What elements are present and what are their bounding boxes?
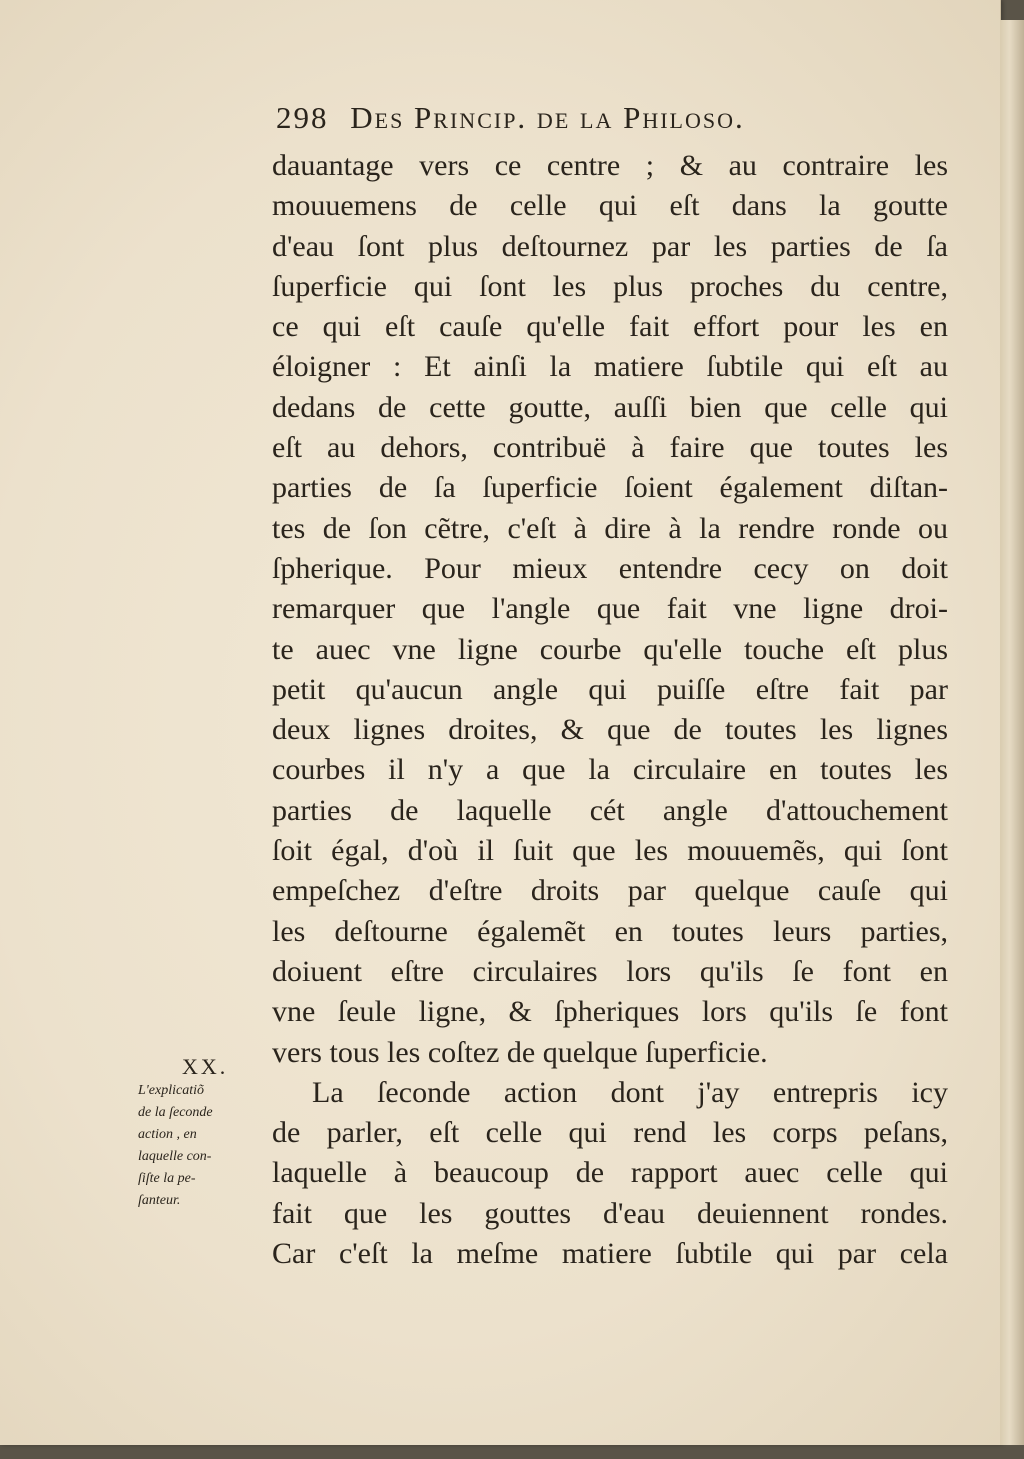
text-line: eſt au dehors, contribuë à faire que toutes les bbox=[272, 431, 948, 465]
text-line: remarquer que l'angle que fait vne ligne droi- bbox=[272, 592, 948, 626]
margin-note-line: action , en bbox=[138, 1127, 197, 1142]
paragraph-start-line: La ſeconde action dont j'ay entrepris icy bbox=[312, 1075, 948, 1109]
text-line: d'eau ſont plus deſtournez par les parties de ſa bbox=[272, 229, 948, 263]
text-line: éloigner : Et ainſi la matiere ſubtile qui eſt au bbox=[272, 350, 948, 384]
text-line: tes de ſon cẽtre, c'eſt à dire à la rendre ronde ou bbox=[272, 511, 948, 545]
margin-note-line: de la ſeconde bbox=[138, 1105, 213, 1120]
book-page-edge bbox=[1000, 20, 1024, 1445]
margin-section-number: XX. bbox=[182, 1054, 229, 1079]
text-line: ce qui eſt cauſe qu'elle fait effort pour les en bbox=[272, 310, 948, 344]
paragraph-end-line: vers tous les coſtez de quelque ſuperficie. bbox=[272, 1035, 768, 1069]
running-head bbox=[276, 100, 946, 144]
margin-note-line: ſanteur. bbox=[138, 1193, 181, 1208]
text-line: ſpherique. Pour mieux entendre cecy on doit bbox=[272, 551, 948, 585]
body-text bbox=[272, 146, 948, 1274]
text-line: de parler, eſt celle qui rend les corps peſans, bbox=[272, 1116, 948, 1150]
page-number: 298 bbox=[276, 100, 329, 135]
margin-note-line: laquelle con- bbox=[138, 1149, 212, 1164]
text-line: ſoit égal, d'où il ſuit que les mouuemẽs, qui ſont bbox=[272, 834, 948, 868]
running-head-title: Des Princip. de la Philoso. bbox=[350, 100, 745, 135]
text-line: dauantage vers ce centre ; & au contraire les bbox=[272, 149, 948, 182]
text-line: les deſtourne égalemẽt en toutes leurs parties, bbox=[272, 914, 948, 948]
text-line: dedans de cette goutte, auſſi bien que celle qui bbox=[272, 390, 948, 424]
text-line: petit qu'aucun angle qui puiſſe eſtre fait par bbox=[272, 672, 948, 706]
margin-note-line: L'explicatiõ bbox=[138, 1083, 204, 1098]
margin-note-line: ſiſte la pe- bbox=[138, 1171, 196, 1186]
text-line: ſuperficie qui ſont les plus proches du centre, bbox=[272, 269, 948, 303]
text-line: Car c'eſt la meſme matiere ſubtile qui par cela bbox=[272, 1237, 948, 1271]
text-line: parties de laquelle cét angle d'attouchement bbox=[272, 793, 948, 827]
margin-note bbox=[138, 1080, 258, 1212]
text-line: empeſchez d'eſtre droits par quelque cauſe qui bbox=[272, 874, 948, 908]
text-line: courbes il n'y a que la circulaire en toutes les bbox=[272, 753, 948, 787]
text-line: deux lignes droites, & que de toutes les lignes bbox=[272, 713, 948, 747]
text-line: vne ſeule ligne, & ſpheriques lors qu'ils ſe font bbox=[272, 995, 948, 1029]
text-line: doiuent eſtre circulaires lors qu'ils ſe font en bbox=[272, 954, 948, 988]
text-line: parties de ſa ſuperficie ſoient également diſtan- bbox=[272, 471, 948, 505]
text-line: fait que les gouttes d'eau deuiennent rondes. bbox=[272, 1196, 948, 1230]
text-line: mouuemens de celle qui eſt dans la goutte bbox=[272, 189, 948, 223]
text-line: laquelle à beaucoup de rapport auec celle qui bbox=[272, 1156, 948, 1190]
text-line: te auec vne ligne courbe qu'elle touche eſt plus bbox=[272, 632, 948, 666]
